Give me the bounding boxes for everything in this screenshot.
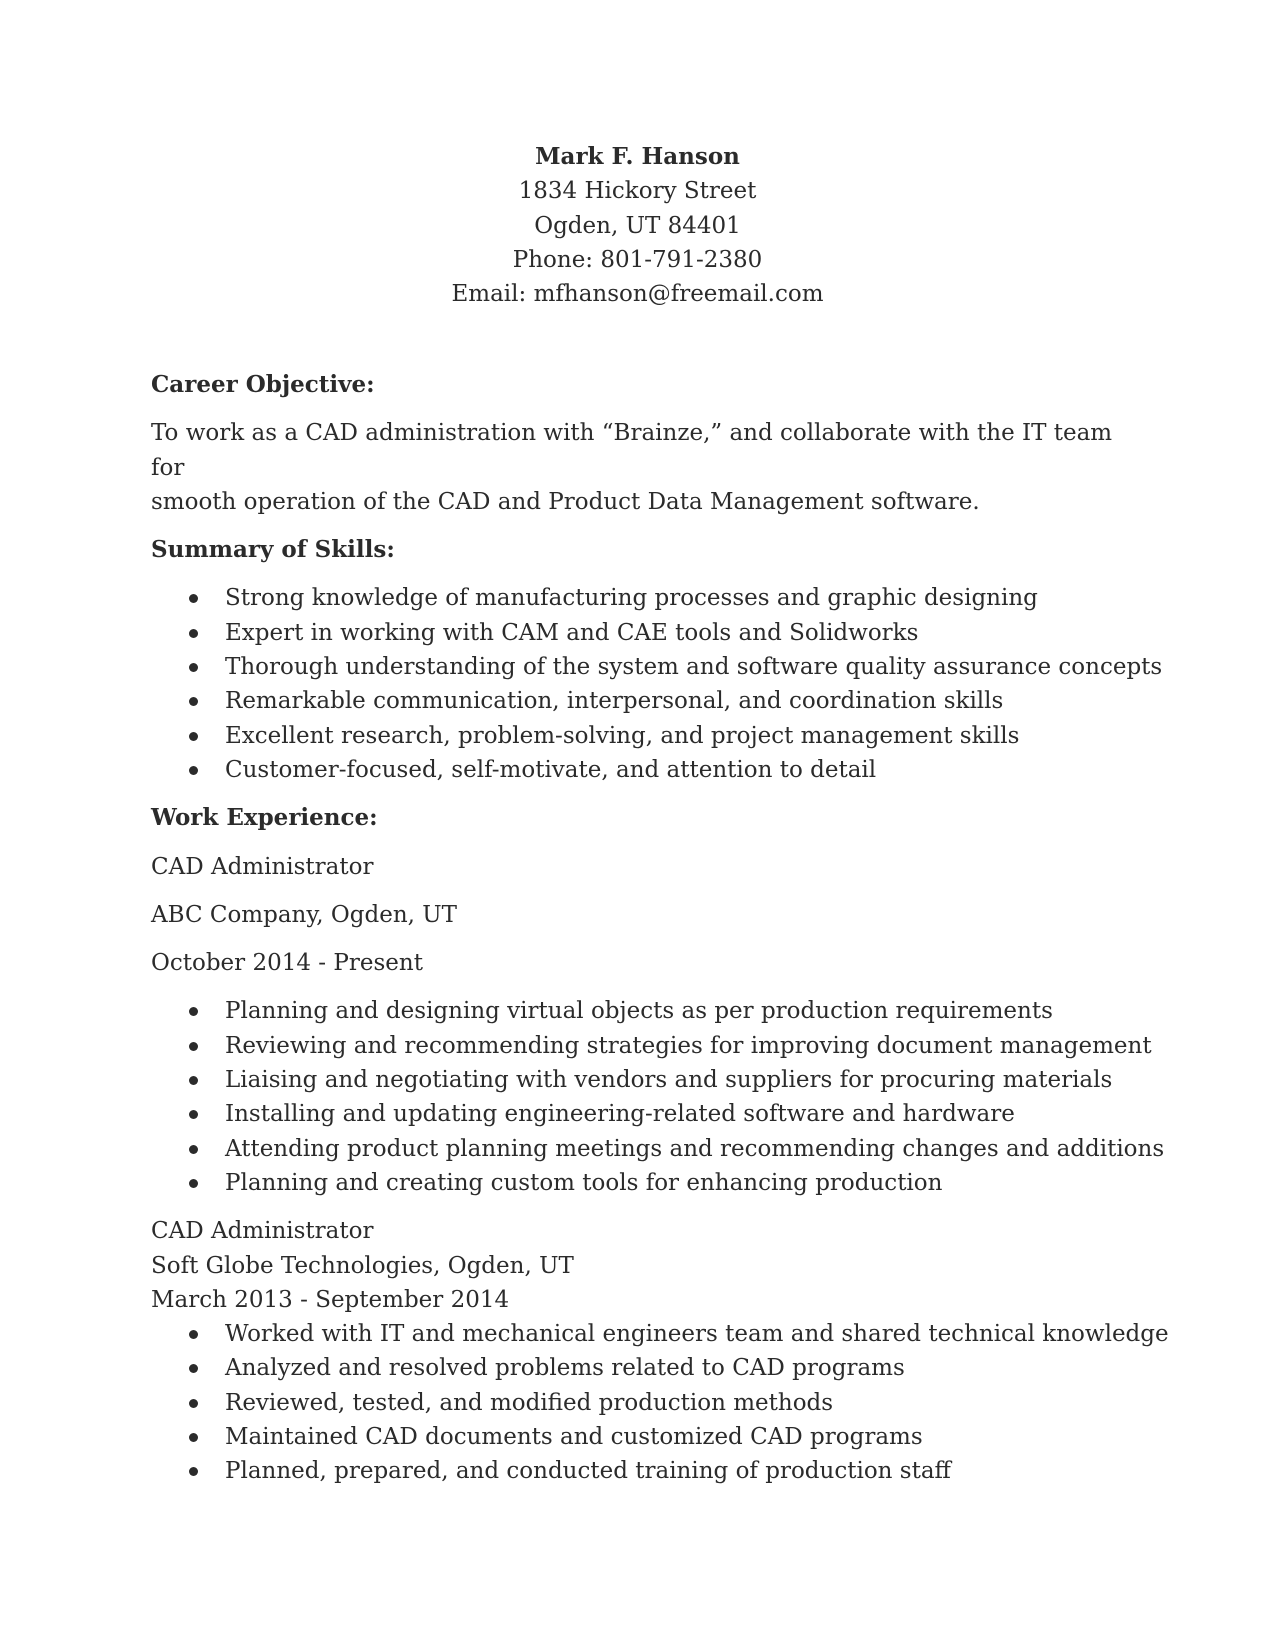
duty-item bbox=[151, 994, 1151, 1028]
duty-text: Planning and designing virtual objects as per production requirements bbox=[225, 998, 1053, 1025]
skills-list bbox=[151, 581, 1163, 787]
skill-text: Customer-focused, self-motivate, and attention to detail bbox=[225, 756, 877, 783]
skill-item bbox=[151, 581, 1151, 615]
bullet-icon bbox=[189, 1330, 198, 1339]
bullet-icon bbox=[189, 766, 198, 775]
skill-item bbox=[151, 719, 1151, 753]
job-1-dates: October 2014 - Present bbox=[151, 950, 423, 977]
phone-number: Phone: 801-791-2380 bbox=[512, 246, 763, 273]
candidate-name: Mark F. Hanson bbox=[535, 143, 740, 170]
bullet-icon bbox=[189, 1007, 198, 1016]
duty-text: Maintained CAD documents and customized CAD programs bbox=[225, 1424, 923, 1451]
bullet-icon bbox=[189, 1042, 198, 1051]
bullet-icon bbox=[189, 697, 198, 706]
skill-text: Expert in working with CAM and CAE tools and Solidworks bbox=[225, 619, 919, 646]
objective-text-line-2: smooth operation of the CAD and Product Data Management software. bbox=[151, 488, 980, 515]
bullet-icon bbox=[189, 629, 198, 638]
job-2-dates: March 2013 - September 2014 bbox=[151, 1286, 510, 1313]
skill-item bbox=[151, 684, 1151, 718]
duty-item bbox=[151, 1132, 1165, 1166]
address-line-1: 1834 Hickory Street bbox=[518, 178, 757, 205]
resume-body bbox=[151, 368, 1169, 1489]
duty-text: Planned, prepared, and conducted training of production staff bbox=[225, 1458, 951, 1485]
duty-item bbox=[151, 1097, 1151, 1131]
job-1-title: CAD Administrator bbox=[151, 853, 374, 880]
duty-item bbox=[151, 1454, 1151, 1488]
duty-text: Reviewed, tested, and modified production methods bbox=[225, 1389, 834, 1416]
objective-heading: Career Objective: bbox=[151, 371, 375, 398]
duty-item bbox=[151, 1386, 1151, 1420]
bullet-icon bbox=[189, 1179, 198, 1188]
contact-header bbox=[0, 140, 1275, 311]
duty-text: Installing and updating engineering-related software and hardware bbox=[225, 1101, 1015, 1128]
skill-item bbox=[151, 650, 1163, 684]
bullet-icon bbox=[189, 663, 198, 672]
bullet-icon bbox=[189, 1076, 198, 1085]
duty-text: Liaising and negotiating with vendors and suppliers for procuring materials bbox=[225, 1067, 1113, 1094]
bullet-icon bbox=[189, 1364, 198, 1373]
job-1-company: ABC Company, Ogden, UT bbox=[151, 901, 457, 928]
duty-item bbox=[151, 1351, 1151, 1385]
skill-text: Remarkable communication, interpersonal, and coordination skills bbox=[225, 688, 1004, 715]
skill-text: Strong knowledge of manufacturing processes and graphic designing bbox=[225, 585, 1038, 612]
job-2-title: CAD Administrator bbox=[151, 1218, 374, 1245]
address-line-2: Ogden, UT 84401 bbox=[534, 212, 741, 239]
skill-text: Excellent research, problem-solving, and project management skills bbox=[225, 722, 1020, 749]
skills-heading: Summary of Skills: bbox=[151, 536, 395, 564]
bullet-icon bbox=[189, 1399, 198, 1408]
job-1-duties-list bbox=[151, 994, 1165, 1200]
duty-item bbox=[151, 1029, 1151, 1063]
email-address: Email: mfhanson@freemail.com bbox=[451, 281, 824, 308]
experience-heading: Work Experience: bbox=[151, 804, 378, 832]
duty-text: Attending product planning meetings and recommending changes and additions bbox=[225, 1135, 1165, 1162]
bullet-icon bbox=[189, 1433, 198, 1442]
skill-item bbox=[151, 753, 1151, 787]
bullet-icon bbox=[189, 1145, 198, 1154]
duty-item bbox=[151, 1063, 1151, 1097]
duty-text: Analyzed and resolved problems related to CAD programs bbox=[225, 1355, 905, 1382]
bullet-icon bbox=[189, 1467, 198, 1476]
duty-item bbox=[151, 1317, 1169, 1351]
bullet-icon bbox=[189, 732, 198, 741]
bullet-icon bbox=[189, 594, 198, 603]
skill-text: Thorough understanding of the system and software quality assurance concepts bbox=[225, 654, 1163, 681]
skill-item bbox=[151, 616, 1151, 650]
objective-text-line-1: To work as a CAD administration with “Brainze,” and collaborate with the IT team for bbox=[151, 420, 1113, 481]
duty-text: Planning and creating custom tools for enhancing production bbox=[225, 1169, 943, 1196]
duty-item bbox=[151, 1166, 1151, 1200]
duty-item bbox=[151, 1420, 1151, 1454]
job-2-duties-list bbox=[151, 1317, 1169, 1488]
job-2-company: Soft Globe Technologies, Ogden, UT bbox=[151, 1252, 574, 1279]
duty-text: Reviewing and recommending strategies for improving document management bbox=[225, 1032, 1152, 1059]
duty-text: Worked with IT and mechanical engineers team and shared technical knowledge bbox=[225, 1321, 1169, 1348]
bullet-icon bbox=[189, 1110, 198, 1119]
